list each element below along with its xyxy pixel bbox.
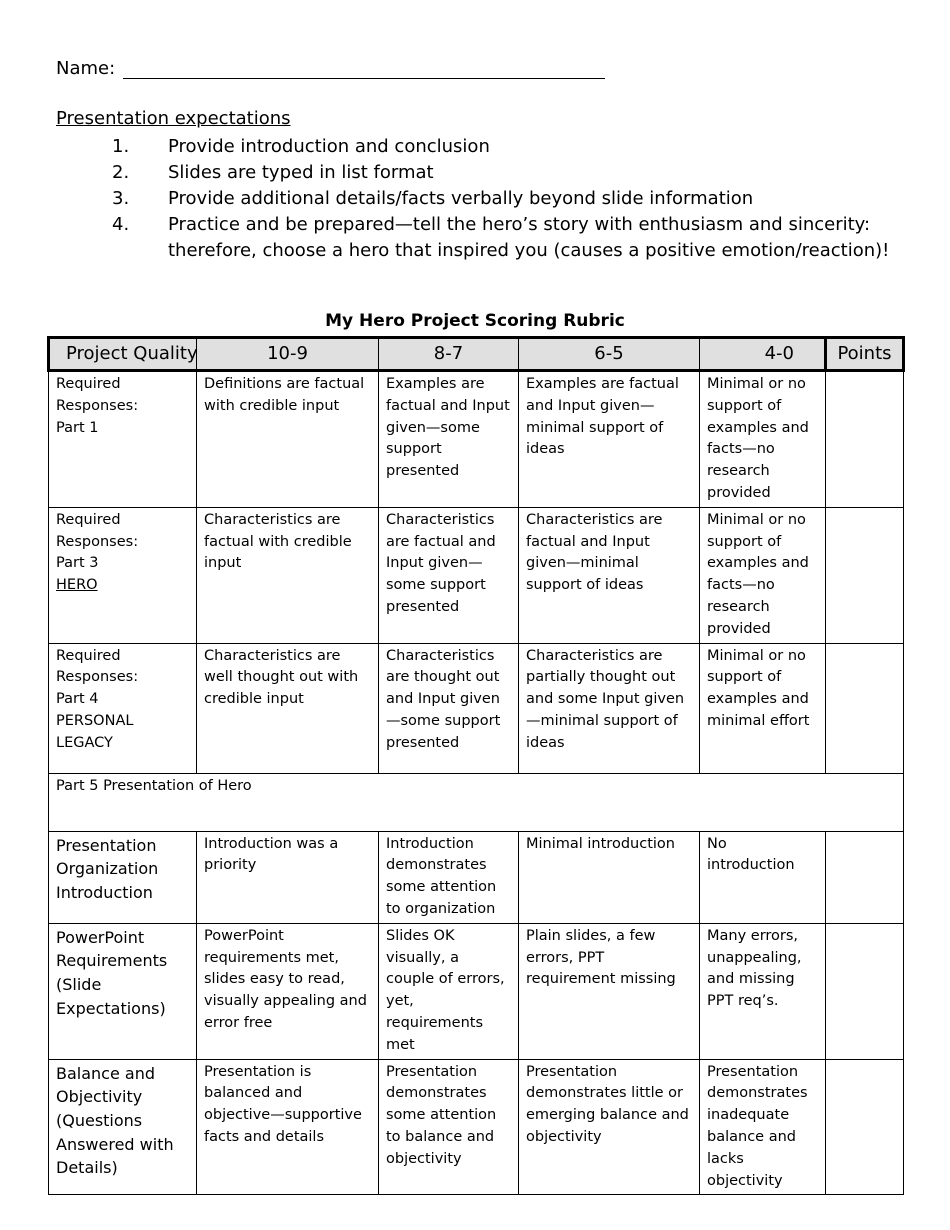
table-row	[49, 371, 904, 508]
table-row	[49, 507, 904, 643]
points-cell[interactable]	[826, 643, 904, 773]
column-header: 10-9	[197, 338, 379, 371]
criterion-line: Required	[56, 647, 121, 664]
score-cell: Characteristics are factual and Input given—some support presented	[379, 507, 519, 643]
criterion-line: (Questions	[56, 1110, 143, 1130]
score-cell: Presentation demonstrates inadequate balance and lacks objectivity	[700, 1059, 826, 1195]
criterion-line: Part 4	[56, 691, 99, 708]
score-cell: PowerPoint requirements met, slides easy to read, visually appealing and error free	[197, 923, 379, 1059]
list-item-number: 2.	[112, 162, 130, 183]
score-cell: Introduction demonstrates some attention to organization	[379, 831, 519, 923]
points-cell[interactable]	[826, 371, 904, 508]
table-row	[49, 643, 904, 773]
criterion-line: Part 1	[56, 419, 99, 436]
column-header: 6-5	[519, 338, 700, 371]
criterion-line: Responses:	[56, 397, 139, 414]
criterion-line: Details)	[56, 1158, 118, 1178]
score-cell: Characteristics are well thought out with credible input	[197, 643, 379, 773]
name-blank-line[interactable]	[123, 58, 605, 79]
expectations-list	[112, 134, 892, 264]
table-row	[49, 831, 904, 923]
criterion-cell	[49, 923, 197, 1059]
points-cell[interactable]	[826, 507, 904, 643]
criterion-line: Part 3	[56, 555, 99, 572]
score-cell: Characteristics are factual with credible input	[197, 507, 379, 643]
list-item	[112, 186, 892, 212]
score-cell: Minimal introduction	[519, 831, 700, 923]
criterion-line: LEGACY	[56, 734, 113, 751]
scoring-rubric-table	[47, 336, 905, 1195]
list-item-number: 3.	[112, 188, 130, 209]
criterion-line: PowerPoint	[56, 927, 145, 947]
score-cell: Characteristics are partially thought out and some Input given—minimal support of ideas	[519, 643, 700, 773]
criterion-line: HERO	[56, 577, 98, 594]
criterion-cell	[49, 1059, 197, 1195]
points-cell[interactable]	[826, 923, 904, 1059]
score-cell: Slides OK visually, a couple of errors, yet, requirements met	[379, 923, 519, 1059]
score-cell: Examples are factual and Input given—minimal support of ideas	[519, 371, 700, 508]
criterion-line: Expectations)	[56, 998, 166, 1018]
points-cell[interactable]	[826, 831, 904, 923]
list-item	[112, 212, 892, 264]
section-title: Part 5 Presentation of Hero	[49, 773, 904, 831]
criterion-cell	[49, 371, 197, 508]
score-cell: Many errors, unappealing, and missing PPT req’s.	[700, 923, 826, 1059]
column-header: Points	[826, 338, 904, 371]
criterion-line: Requirements	[56, 951, 168, 971]
list-item-number: 4.	[112, 214, 130, 235]
score-cell: Examples are factual and Input given—some support presented	[379, 371, 519, 508]
criterion-cell	[49, 831, 197, 923]
rubric-title: My Hero Project Scoring Rubric	[325, 311, 625, 331]
criterion-line: Organization	[56, 859, 159, 879]
score-cell: Minimal or no support of examples and facts—no research provided	[700, 507, 826, 643]
score-cell: Characteristics are factual and Input given—minimal support of ideas	[519, 507, 700, 643]
points-cell[interactable]	[826, 1059, 904, 1195]
list-item-number: 1.	[112, 136, 130, 157]
score-cell: Introduction was a priority	[197, 831, 379, 923]
criterion-line: Answered with	[56, 1134, 174, 1154]
expectations-title: Presentation expectations	[56, 108, 291, 129]
score-cell: Minimal or no support of examples and minimal effort	[700, 643, 826, 773]
name-label: Name:	[56, 58, 116, 79]
column-header: 8-7	[379, 338, 519, 371]
score-cell: Minimal or no support of examples and facts—no research provided	[700, 371, 826, 508]
list-item	[112, 160, 892, 186]
criterion-line: Presentation	[56, 835, 157, 855]
criterion-line: Introduction	[56, 882, 153, 902]
criterion-line: PERSONAL	[56, 712, 134, 729]
score-cell: Presentation demonstrates little or emerging balance and objectivity	[519, 1059, 700, 1195]
criterion-line: Responses:	[56, 533, 139, 550]
table-row	[49, 923, 904, 1059]
column-header: Project Quality	[49, 338, 197, 371]
score-cell: No introduction	[700, 831, 826, 923]
column-header: 4-0	[700, 338, 826, 371]
score-cell: Characteristics are thought out and Input given—some support presented	[379, 643, 519, 773]
list-item-text: Provide introduction and conclusion	[168, 136, 490, 157]
list-item-text: Slides are typed in list format	[168, 162, 434, 183]
criterion-line: Required	[56, 511, 121, 528]
criterion-line: Objectivity	[56, 1087, 143, 1107]
table-row	[49, 1059, 904, 1195]
list-item	[112, 134, 892, 160]
list-item-text: Provide additional details/facts verbally beyond slide information	[168, 188, 754, 209]
criterion-cell	[49, 507, 197, 643]
list-item-text: Practice and be prepared—tell the hero’s story with enthusiasm and sincerity: therefore, choose a hero that inspired you (causes a positive emotion/reaction)!	[168, 214, 890, 261]
score-cell: Presentation demonstrates some attention to balance and objectivity	[379, 1059, 519, 1195]
score-cell: Definitions are factual with credible input	[197, 371, 379, 508]
section-header-row	[49, 773, 904, 831]
criterion-line: Balance and	[56, 1063, 155, 1083]
criterion-cell	[49, 643, 197, 773]
criterion-line: Required	[56, 376, 121, 392]
criterion-line: (Slide	[56, 975, 102, 995]
table-header-row	[49, 338, 904, 371]
score-cell: Presentation is balanced and objective—supportive facts and details	[197, 1059, 379, 1195]
name-field[interactable]	[56, 58, 605, 79]
criterion-line: Responses:	[56, 669, 139, 686]
score-cell: Plain slides, a few errors, PPT requirement missing	[519, 923, 700, 1059]
